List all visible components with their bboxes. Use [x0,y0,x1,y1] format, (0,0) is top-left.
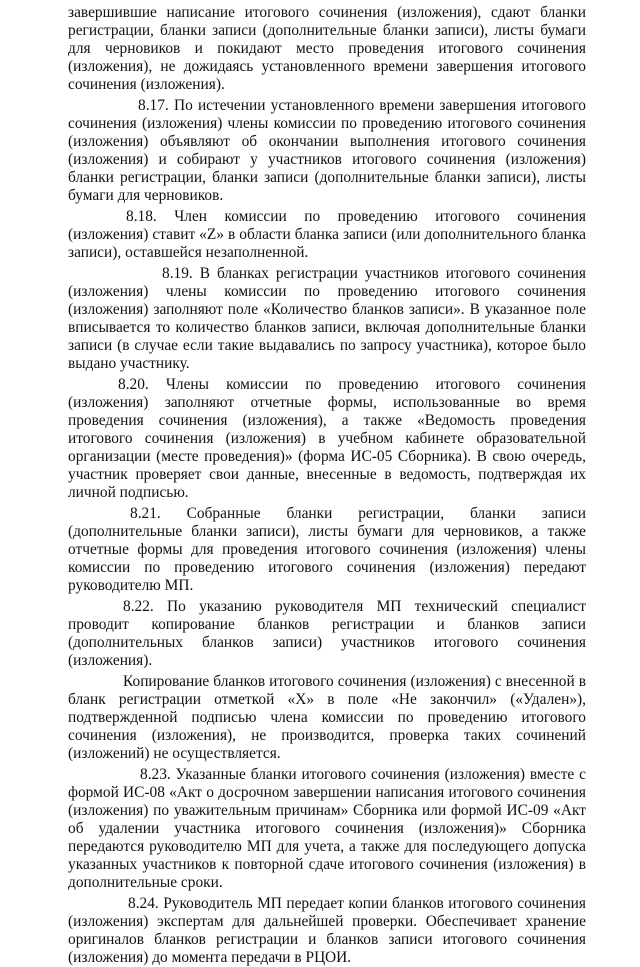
paragraph-8-20: 8.20. Члены комиссии по проведению итогового сочинения (изложения) заполняют отчетные формы, использованные во время проведения сочинения (изложения), а также «Ведомость проведения итогового сочинения (изложения) в учебном кабинете образовательной организации (месте проведения)» (форма ИС-05 Сборника). В свою очередь, участник проверяет свои данные, внесенные в ведомость, подтверждая их личной подписью. [68,376,586,501]
paragraph-8-21: 8.21. Собранные бланки регистрации, бланки записи (дополнительные бланки записи), листы бумаги для черновиков, а также отчетные формы для проведения итогового сочинения (изложения) члены комиссии по проведению итогового сочинения (изложения) передают руководителю МП. [68,505,586,594]
document-page [68,4,586,967]
paragraph-8-18: 8.18. Член комиссии по проведению итогового сочинения (изложения) ставит «Z» в области бланка записи (или дополнительного бланка записи), оставшейся незаполненной. [68,208,586,261]
paragraph-continuation: завершившие написание итогового сочинения (изложения), сдают бланки регистрации, бланки записи (дополнительные бланки записи), листы бумаги для черновиков и покидают место проведения итогового сочинения (изложения), не дожидаясь установленного времени завершения итогового сочинения (изложения). [68,4,586,93]
paragraph-8-22: 8.22. По указанию руководителя МП технический специалист проводит копирование бланков регистрации и бланков записи (дополнительных бланков записи) участников итогового сочинения (изложения). [68,598,586,669]
paragraph-8-17: 8.17. По истечении установленного времени завершения итогового сочинения (изложения) члены комиссии по проведению итогового сочинения (изложения) объявляют об окончании выполнения итогового сочинения (изложения) и собирают у участников итогового сочинения (изложения) бланки регистрации, бланки записи (дополнительные бланки записи), листы бумаги для черновиков. [68,97,586,204]
paragraph-8-23: 8.23. Указанные бланки итогового сочинения (изложения) вместе с формой ИС-08 «Акт о досрочном завершении написания итогового сочинения (изложения) по уважительным причинам» Сборника или формой ИС-09 «Акт об удалении участника итогового сочинения (изложения)» Сборника передаются руководителю МП для учета, а также для последующего допуска указанных участников к повторной сдаче итогового сочинения (изложения) в дополнительные сроки. [68,766,586,891]
paragraph-copying-note: Копирование бланков итогового сочинения (изложения) с внесенной в бланк регистрации отметкой «X» в поле «Не закончил» («Удален»), подтвержденной подписью члена комиссии по проведению итогового сочинения (изложения), не производится, проверка таких сочинений (изложений) не осуществляется. [68,673,586,762]
paragraph-8-19: 8.19. В бланках регистрации участников итогового сочинения (изложения) члены комиссии по проведению итогового сочинения (изложения) заполняют поле «Количество бланков записи». В указанное поле вписывается то количество бланков записи, включая дополнительные бланки записи (в случае если такие выдавались по запросу участника), которое было выдано участнику. [68,265,586,372]
paragraph-8-24: 8.24. Руководитель МП передает копии бланков итогового сочинения (изложения) экспертам для дальнейшей проверки. Обеспечивает хранение оригиналов бланков регистрации и бланков записи итогового сочинения (изложения) до момента передачи в РЦОИ. [68,895,586,966]
